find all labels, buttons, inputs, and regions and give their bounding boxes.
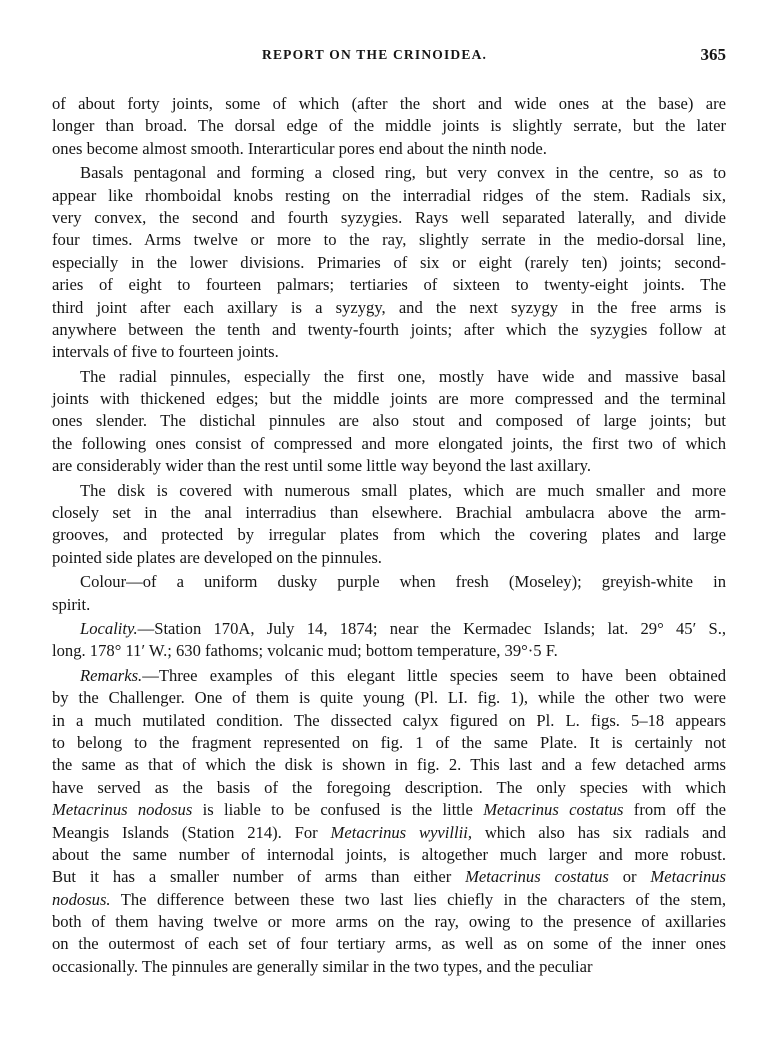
text-line: pointed side plates are developed on the pinnules. <box>52 547 382 567</box>
text-line: very convex, the second and fourth syzygies. Rays well separated laterally, and divide <box>52 207 726 227</box>
paragraph <box>52 366 726 478</box>
running-title: REPORT ON THE CRINOIDEA. <box>262 47 488 62</box>
text-line: longer than broad. The dorsal edge of the middle joints is slightly serrate, but the later <box>52 116 726 136</box>
text-line: the following ones consist of compressed and more elongated joints, the first two of which <box>52 433 726 453</box>
paragraph <box>52 93 726 160</box>
text-line: Locality.—Station 170A, July 14, 1874; near the Kermadec Islands; lat. 29° 45′ S., <box>80 618 726 638</box>
text-line: both of them having twelve or more arms on the ray, owing to the presence of axillaries <box>52 912 726 932</box>
section-lead: Remarks. <box>80 665 143 685</box>
page-header <box>52 47 726 69</box>
text-line: especially in the lower divisions. Primaries of six or eight (rarely ten) joints; second- <box>52 252 726 272</box>
text-line: Basals pentagonal and forming a closed ring, but very convex in the centre, so as to <box>80 163 726 183</box>
species-name: Metacrinus costatus <box>465 867 609 887</box>
body-text <box>52 93 726 978</box>
text-line: Meangis Islands (Station 214). For Metacrinus wyvillii, which also has six radials and <box>52 822 727 842</box>
paragraph <box>52 162 726 364</box>
text-line: appear like rhomboidal knobs resting on the interradial ridges of the stem. Radials six, <box>52 185 726 205</box>
text-line: to belong to the fragment represented on fig. 1 of the same Plate. It is certainly not <box>52 732 726 752</box>
text-line: on the outermost of each set of four tertiary arms, as well as on some of the inner ones <box>52 934 726 954</box>
text-line: by the Challenger. One of them is quite young (Pl. LI. fig. 1), while the other two were <box>52 688 726 708</box>
text-line: Metacrinus nodosus is liable to be confused is the little Metacrinus costatus from off the <box>52 800 726 820</box>
text-line: long. 178° 11′ W.; 630 fathoms; volcanic mud; bottom temperature, 39°·5 F. <box>52 641 558 661</box>
text-line: nodosus. The difference between these two last lies chiefly in the characters of the stem, <box>52 889 726 909</box>
text-line: closely set in the anal interradius than elsewhere. Brachial ambulacra above the arm- <box>52 503 726 523</box>
text-line: ones slender. The distichal pinnules are also stout and composed of large joints; but <box>52 411 726 431</box>
species-name: Metacrinus costatus <box>483 800 624 820</box>
text-line: joints with thickened edges; but the middle joints are more compressed and the terminal <box>52 389 726 409</box>
page-number: 365 <box>700 45 726 64</box>
text-line: the same as that of which the disk is shown in fig. 2. This last and a few detached arms <box>52 755 726 775</box>
text-line: occasionally. The pinnules are generally similar in the two types, and the peculiar <box>52 956 593 976</box>
text-line: The radial pinnules, especially the first one, mostly have wide and massive basal <box>80 366 726 386</box>
text-line: ones become almost smooth. Interarticular pores end about the ninth node. <box>52 138 547 158</box>
text-line: of about forty joints, some of which (after the short and wide ones at the base) are <box>52 94 726 113</box>
species-name: nodosus. <box>52 889 111 909</box>
text-line: spirit. <box>52 594 91 614</box>
paragraph <box>52 618 726 663</box>
paragraph <box>52 571 726 616</box>
text-line: Colour—of a uniform dusky purple when fresh (Moseley); greyish-white in <box>80 572 726 592</box>
text-line: The disk is covered with numerous small plates, which are much smaller and more <box>80 480 726 500</box>
text-line: But it has a smaller number of arms than either Metacrinus costatus or Metacrinus <box>52 867 727 887</box>
text-line: about the same number of internodal joints, is altogether much larger and more robust. <box>52 844 726 864</box>
text-line: are considerably wider than the rest until some little way beyond the last axillary. <box>52 456 591 476</box>
text-line: grooves, and protected by irregular plates from which the covering plates and large <box>52 525 726 545</box>
text-line: Remarks.—Three examples of this elegant little species seem to have been obtained <box>80 665 726 685</box>
text-line: in a much mutilated condition. The dissected calyx figured on Pl. L. figs. 5–18 appears <box>52 710 726 730</box>
paragraph <box>52 480 726 570</box>
species-name: Metacrinus nodosus <box>52 800 193 820</box>
text-line: third joint after each axillary is a syzygy, and the next syzygy in the free arms is <box>52 297 726 317</box>
text-line: have served as the basis of the foregoing description. The only species with which <box>52 777 726 797</box>
text-line: four times. Arms twelve or more to the ray, slightly serrate in the medio-dorsal line, <box>52 230 726 250</box>
paragraph <box>52 665 726 978</box>
text-line: anywhere between the tenth and twenty-fourth joints; after which the syzygies follow at <box>52 319 726 339</box>
text-line: intervals of five to fourteen joints. <box>52 342 279 362</box>
species-name: Metacrinus <box>650 867 727 887</box>
species-name: Metacrinus wyvillii <box>330 822 468 842</box>
text-line: aries of eight to fourteen palmars; tertiaries of sixteen to twenty-eight joints. The <box>52 275 726 295</box>
section-lead: Locality. <box>80 618 138 638</box>
